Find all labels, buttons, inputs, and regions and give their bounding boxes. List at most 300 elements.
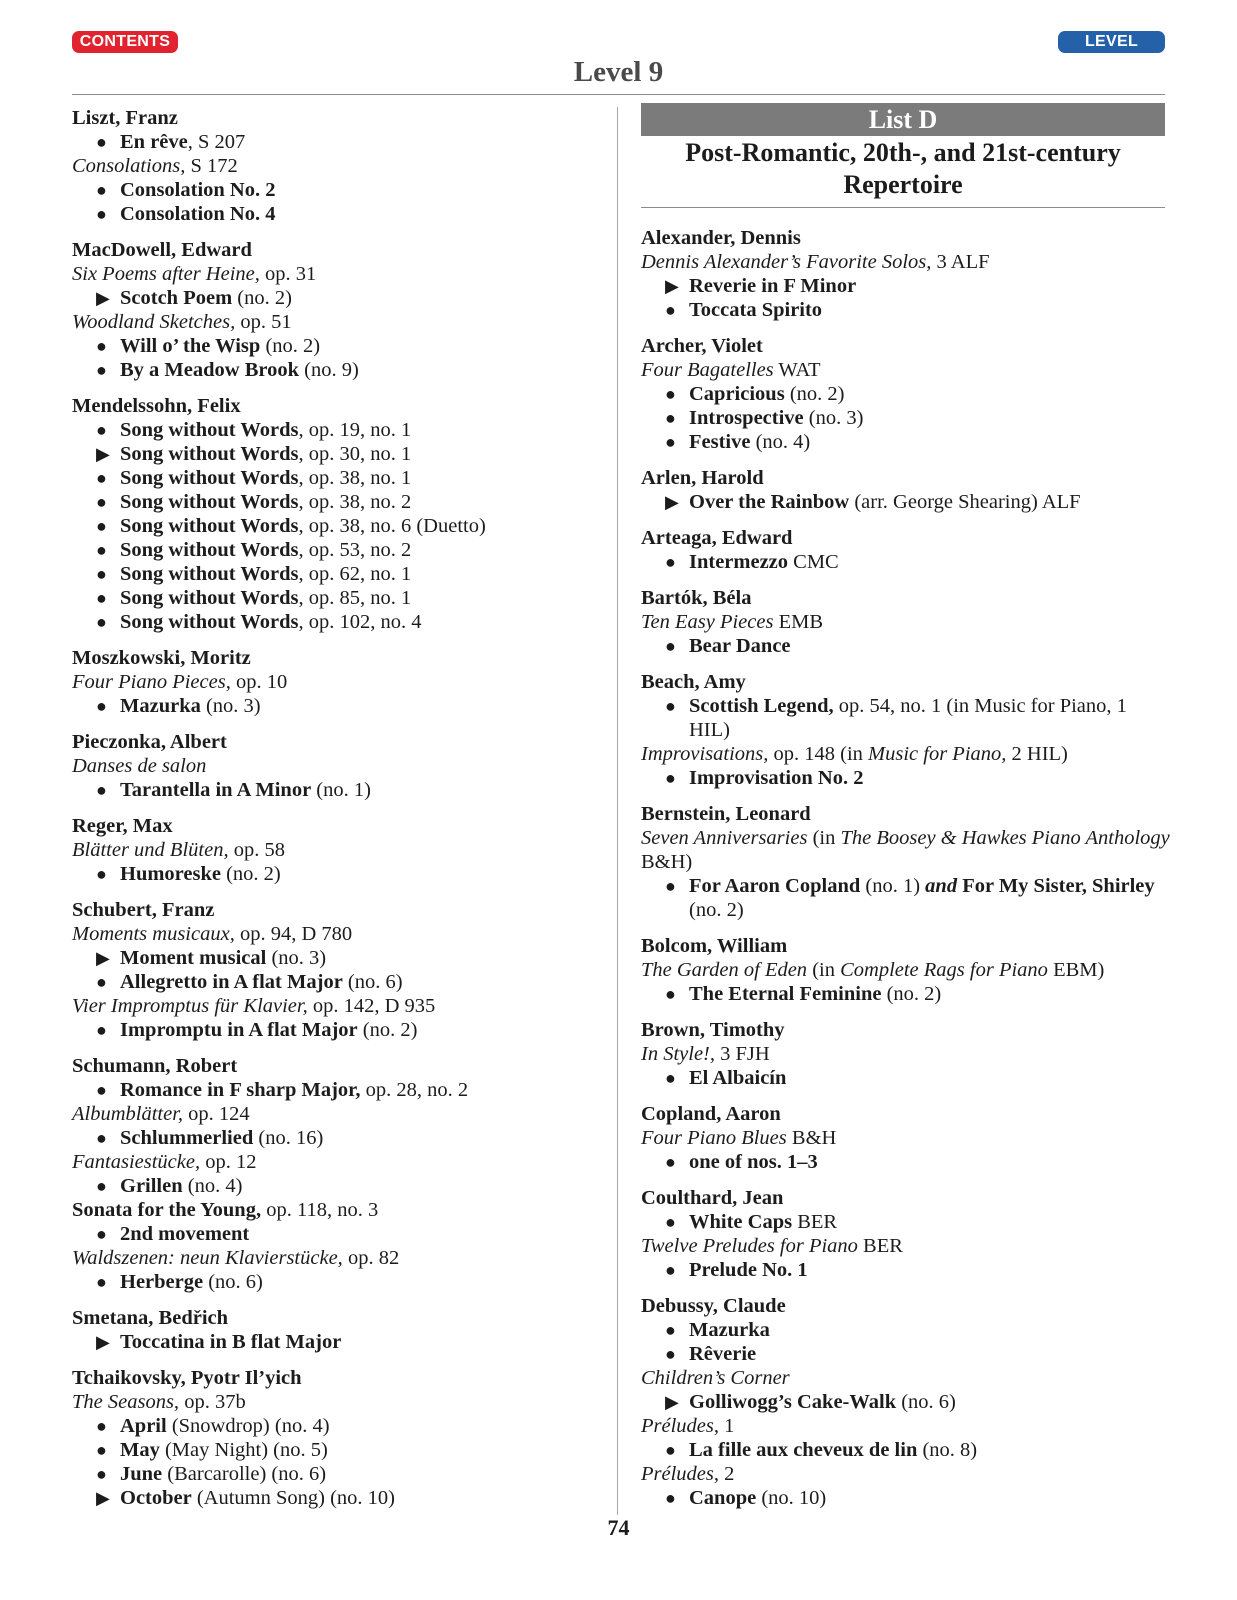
- piece-details: (no. 1): [860, 875, 926, 897]
- piece-details: , op. 102, no. 4: [298, 611, 422, 633]
- piece-details: (no. 2): [784, 383, 845, 405]
- piece-item: [72, 1126, 602, 1150]
- left-column: [72, 106, 602, 1510]
- bullet-marker-icon: ●: [665, 1212, 676, 1232]
- piece-details: , op. 19, no. 1: [298, 419, 412, 441]
- composer-name: Coulthard, Jean: [641, 1187, 784, 1209]
- collection-name: The Garden of Eden: [641, 959, 808, 981]
- collection-details-2: EBM): [1047, 959, 1105, 981]
- bullet-marker-icon: ●: [96, 180, 107, 200]
- conjunction: and: [925, 875, 958, 897]
- collection-details: S 172: [185, 155, 238, 177]
- collection-details: 3 ALF: [931, 251, 990, 273]
- composer-entry: [641, 226, 1171, 322]
- piece-item: [641, 1150, 1171, 1174]
- collection-title: [641, 958, 1171, 982]
- piece-item: [72, 466, 602, 490]
- piece-item: [641, 766, 1171, 790]
- collection-title: [72, 994, 602, 1018]
- piece-title: Song without Words: [120, 491, 299, 513]
- bullet-marker-icon: ●: [665, 1068, 676, 1088]
- piece-title: Song without Words: [120, 419, 299, 441]
- composer-name: Debussy, Claude: [641, 1295, 786, 1317]
- piece-title: White Caps: [689, 1211, 793, 1233]
- piece-title: Scotch Poem: [120, 287, 233, 309]
- piece-title: The Eternal Feminine: [689, 983, 882, 1005]
- piece-details: , op. 30, no. 1: [298, 443, 412, 465]
- list-d-subtitle-line1: Post-Romantic, 20th-, and 21st-century: [685, 138, 1121, 167]
- collection-name: Moments musicaux,: [72, 923, 235, 945]
- piece-title: Toccata Spirito: [689, 299, 823, 321]
- piece-title: Capricious: [689, 383, 785, 405]
- composer-name: MacDowell, Edward: [72, 239, 252, 261]
- piece-title: Romance in F sharp Major,: [120, 1079, 361, 1101]
- composer-entry: [72, 814, 602, 886]
- collection-details: op. 142, D 935: [307, 995, 436, 1017]
- piece-title: Moment musical: [120, 947, 267, 969]
- collection-details: op. 118, no. 3: [261, 1199, 379, 1221]
- piece-details: (Autumn Song) (no. 10): [191, 1487, 396, 1509]
- piece-details: (no. 3): [803, 407, 864, 429]
- piece-item: [641, 550, 1171, 574]
- piece-item: [72, 1462, 602, 1486]
- piece-details: (no. 2): [260, 335, 321, 357]
- composer-entry: [72, 646, 602, 718]
- bullet-marker-icon: ●: [96, 420, 107, 440]
- piece-item: [641, 1438, 1171, 1462]
- collection-details: op. 58: [228, 839, 285, 861]
- composer-entry: [72, 730, 602, 802]
- piece-item: [72, 562, 602, 586]
- piece-item: [72, 1438, 602, 1462]
- composer-name: Bernstein, Leonard: [641, 803, 811, 825]
- piece-item: [641, 1318, 1171, 1342]
- collection-title: [641, 1366, 1171, 1390]
- bullet-marker-icon: ●: [665, 408, 676, 428]
- collection-details: op. 31: [259, 263, 317, 285]
- piece-title: Intermezzo: [689, 551, 789, 573]
- piece-details: (no. 6): [342, 971, 403, 993]
- piece-item: [72, 1078, 602, 1102]
- piece-item: [72, 1222, 602, 1246]
- collection-details-2: B&H): [641, 851, 693, 873]
- piece-title: Song without Words: [120, 443, 299, 465]
- collection-details: op. 94, D 780: [234, 923, 353, 945]
- composer-entry: [72, 238, 602, 382]
- level-button[interactable]: LEVEL: [1058, 31, 1165, 53]
- collection-name: In Style!,: [641, 1043, 715, 1065]
- composer-name: Smetana, Bedřich: [72, 1307, 229, 1329]
- page-number: 74: [607, 1515, 630, 1540]
- piece-details: , op. 38, no. 6 (Duetto): [298, 515, 486, 537]
- piece-details: (no. 4): [750, 431, 811, 453]
- bullet-marker-icon: ●: [96, 1224, 107, 1244]
- composer-name: Arlen, Harold: [641, 467, 764, 489]
- collection-details: op. 82: [342, 1247, 400, 1269]
- bullet-marker-icon: ●: [665, 876, 676, 896]
- composer-entry: [641, 466, 1171, 514]
- piece-title: En rêve: [120, 131, 188, 153]
- piece-item: [72, 442, 602, 466]
- piece-item: [72, 178, 602, 202]
- collection-title: [72, 922, 602, 946]
- piece-details: op. 28, no. 2: [360, 1079, 469, 1101]
- collection-title: [72, 1390, 602, 1414]
- collection-name: Danses de salon: [72, 755, 207, 777]
- bullet-marker-icon: ●: [665, 1320, 676, 1340]
- collection-name: Waldszenen: neun Klavierstücke,: [72, 1247, 343, 1269]
- composer-name: Bolcom, William: [641, 935, 788, 957]
- piece-details: CMC: [788, 551, 839, 573]
- collection-title: [72, 838, 602, 862]
- composer-entry: [72, 1306, 602, 1354]
- piece-item: [641, 274, 1171, 298]
- piece-item: [72, 130, 602, 154]
- bullet-marker-icon: ●: [96, 468, 107, 488]
- list-d-subtitle: [641, 137, 1165, 201]
- piece-item: [72, 358, 602, 382]
- bullet-marker-icon: ●: [96, 780, 107, 800]
- bullet-marker-icon: ●: [665, 384, 676, 404]
- bullet-marker-icon: ●: [96, 1128, 107, 1148]
- composer-name: Copland, Aaron: [641, 1103, 781, 1125]
- piece-title: La fille aux cheveux de lin: [689, 1439, 918, 1461]
- bullet-marker-icon: ●: [665, 1344, 676, 1364]
- piece-item: [641, 694, 1171, 742]
- page-title: Level 9: [573, 56, 664, 88]
- piece-item: [641, 1066, 1171, 1090]
- composer-name: Liszt, Franz: [72, 107, 178, 129]
- piece-title: Humoreske: [120, 863, 221, 885]
- collection-name: Twelve Preludes for Piano: [641, 1235, 858, 1257]
- piece-details: (no. 1): [311, 779, 371, 801]
- bullet-marker-icon: ●: [96, 204, 107, 224]
- bullet-marker-icon: ●: [96, 132, 107, 152]
- bullet-marker-icon: ●: [96, 612, 107, 632]
- collection-details: 1: [719, 1415, 735, 1437]
- piece-title: Schlummerlied: [120, 1127, 254, 1149]
- collection-title: [72, 154, 602, 178]
- piece-title: Consolation No. 4: [120, 203, 276, 225]
- collection-name: Dennis Alexander’s Favorite Solos,: [641, 251, 932, 273]
- piece-details: (May Night) (no. 5): [159, 1439, 328, 1461]
- piece-item: [641, 1210, 1171, 1234]
- composer-entry: [641, 1294, 1171, 1510]
- composer-entry: [641, 586, 1171, 658]
- bullet-marker-icon: ●: [665, 552, 676, 572]
- piece-title: April: [120, 1415, 167, 1437]
- composer-entry: [72, 1366, 602, 1510]
- composer-name: Moszkowski, Moritz: [72, 647, 251, 669]
- piece-item: [641, 874, 1171, 922]
- composer-name: Mendelssohn, Felix: [72, 395, 241, 417]
- triangle-marker-icon: ▶: [96, 1332, 110, 1352]
- piece-title: El Albaicín: [689, 1067, 787, 1089]
- triangle-marker-icon: ▶: [96, 1488, 110, 1508]
- piece-title: Improvisation No. 2: [689, 767, 864, 789]
- collection-name: The Seasons,: [72, 1391, 180, 1413]
- collection-details: BER: [857, 1235, 903, 1257]
- piece-title: Will o’ the Wisp: [120, 335, 261, 357]
- collection-details: 2: [719, 1463, 735, 1485]
- piece-details: (no. 4): [182, 1175, 243, 1197]
- bullet-marker-icon: ●: [96, 336, 107, 356]
- collection-title: [72, 1150, 602, 1174]
- bullet-marker-icon: ●: [96, 492, 107, 512]
- piece-item: [72, 286, 602, 310]
- collection-title: [72, 310, 602, 334]
- bullet-marker-icon: ●: [665, 1488, 676, 1508]
- collection-title: [641, 1126, 1171, 1150]
- composer-name: Arteaga, Edward: [641, 527, 793, 549]
- piece-title: Impromptu in A flat Major: [120, 1019, 358, 1041]
- bullet-marker-icon: ●: [665, 1152, 676, 1172]
- piece-title: Song without Words: [120, 539, 299, 561]
- list-d-subtitle-line2: Repertoire: [843, 170, 963, 199]
- bullet-marker-icon: ●: [96, 1272, 107, 1292]
- bullet-marker-icon: ●: [665, 1440, 676, 1460]
- bullet-marker-icon: ●: [96, 588, 107, 608]
- triangle-marker-icon: ▶: [665, 1392, 679, 1412]
- piece-details: (no. 8): [917, 1439, 978, 1461]
- piece-title: Mazurka: [689, 1319, 770, 1341]
- piece-item: [72, 490, 602, 514]
- triangle-marker-icon: ▶: [96, 288, 110, 308]
- composer-entry: [641, 334, 1171, 454]
- collection-name: Children’s Corner: [641, 1367, 790, 1389]
- triangle-marker-icon: ▶: [665, 492, 679, 512]
- collection-name-2: The Boosey & Hawkes Piano Anthology: [840, 827, 1170, 849]
- piece-details: (no. 3): [266, 947, 327, 969]
- header-divider: [72, 94, 1165, 95]
- piece-item: [72, 778, 602, 802]
- piece-details: (no. 9): [299, 359, 359, 381]
- bullet-marker-icon: ●: [96, 972, 107, 992]
- collection-title: [72, 1102, 602, 1126]
- collection-name-2: Complete Rags for Piano: [840, 959, 1048, 981]
- bullet-marker-icon: ●: [96, 1440, 107, 1460]
- piece-details: , op. 62, no. 1: [298, 563, 412, 585]
- bullet-marker-icon: ●: [96, 1020, 107, 1040]
- composer-name: Bartók, Béla: [641, 587, 752, 609]
- piece-details: , S 207: [187, 131, 246, 153]
- piece-details: , op. 53, no. 2: [298, 539, 412, 561]
- bullet-marker-icon: ●: [96, 696, 107, 716]
- piece-item: [641, 298, 1171, 322]
- piece-item: [72, 586, 602, 610]
- piece-details: , op. 38, no. 1: [298, 467, 412, 489]
- collection-details: op. 12: [200, 1151, 257, 1173]
- collection-details: WAT: [773, 359, 821, 381]
- bullet-marker-icon: ●: [96, 864, 107, 884]
- collection-title: [641, 742, 1171, 766]
- collection-details: B&H: [786, 1127, 837, 1149]
- piece-details: (Snowdrop) (no. 4): [166, 1415, 330, 1437]
- collection-name: Four Piano Blues: [641, 1127, 787, 1149]
- piece-title: Scottish Legend,: [689, 695, 834, 717]
- piece-title: Golliwogg’s Cake-Walk: [689, 1391, 897, 1413]
- collection-title: [641, 358, 1171, 382]
- piece-title: Grillen: [120, 1175, 183, 1197]
- piece-details: (no. 2): [220, 863, 281, 885]
- bullet-marker-icon: ●: [96, 360, 107, 380]
- piece-details: , op. 38, no. 2: [298, 491, 412, 513]
- piece-title: Reverie in F Minor: [689, 275, 857, 297]
- piece-item: [72, 610, 602, 634]
- composer-name: Archer, Violet: [641, 335, 763, 357]
- triangle-marker-icon: ▶: [665, 276, 679, 296]
- composer-entry: [641, 934, 1171, 1006]
- collection-name: Consolations,: [72, 155, 186, 177]
- piece-item: [72, 514, 602, 538]
- piece-title: Canope: [689, 1487, 757, 1509]
- collection-title: [641, 1414, 1171, 1438]
- collection-name: Fantasiestücke,: [72, 1151, 201, 1173]
- collection-name: Woodland Sketches,: [72, 311, 236, 333]
- piece-title: May: [120, 1439, 160, 1461]
- composer-name: Pieczonka, Albert: [72, 731, 227, 753]
- piece-title: Song without Words: [120, 467, 299, 489]
- collection-name: Six Poems after Heine,: [72, 263, 260, 285]
- bullet-marker-icon: ●: [96, 1080, 107, 1100]
- collection-details: op. 10: [230, 671, 288, 693]
- collection-details: (in: [807, 959, 841, 981]
- piece-details: (no. 6): [203, 1271, 263, 1293]
- composer-entry: [72, 898, 602, 1042]
- collection-name: Four Piano Pieces,: [72, 671, 231, 693]
- collection-name: Préludes,: [641, 1463, 719, 1485]
- collection-title: [641, 250, 1171, 274]
- piece-title: Herberge: [120, 1271, 204, 1293]
- collection-details: op. 124: [183, 1103, 250, 1125]
- collection-name: Préludes,: [641, 1415, 719, 1437]
- piece-item: [72, 334, 602, 358]
- piece-item: [641, 634, 1171, 658]
- piece-item: [72, 694, 602, 718]
- piece-item: [641, 406, 1171, 430]
- collection-title: [641, 826, 1171, 874]
- piece-item: [641, 382, 1171, 406]
- collection-details: op. 148 (in: [768, 743, 869, 765]
- piece-details: (no. 10): [756, 1487, 827, 1509]
- piece-title: Introspective: [689, 407, 804, 429]
- piece-item: [72, 946, 602, 970]
- piece-item: [641, 430, 1171, 454]
- piece-item: [72, 1174, 602, 1198]
- piece-details: (no. 16): [253, 1127, 324, 1149]
- composer-name: Schubert, Franz: [72, 899, 215, 921]
- bullet-marker-icon: ●: [96, 1416, 107, 1436]
- composer-name: Reger, Max: [72, 815, 173, 837]
- composer-entry: [641, 670, 1171, 790]
- list-d-title: List D: [641, 103, 1165, 136]
- piece-item: [72, 418, 602, 442]
- piece-details: (no. 3): [200, 695, 261, 717]
- collection-details: op. 51: [235, 311, 292, 333]
- composer-name: Brown, Timothy: [641, 1019, 785, 1041]
- collection-title: [72, 262, 602, 286]
- collection-name: Sonata for the Young,: [72, 1199, 262, 1221]
- bullet-marker-icon: ●: [665, 1260, 676, 1280]
- piece-title: Rêverie: [689, 1343, 757, 1365]
- composer-entry: [72, 106, 602, 226]
- piece-title: June: [120, 1463, 163, 1485]
- collection-name: Vier Impromptus für Klavier,: [72, 995, 308, 1017]
- collection-title: [72, 754, 602, 778]
- piece-item: [72, 1414, 602, 1438]
- piece-item: [72, 1018, 602, 1042]
- piece-title: By a Meadow Brook: [120, 359, 300, 381]
- composer-entry: [641, 526, 1171, 574]
- piece-details: (Barcarolle) (no. 6): [162, 1463, 327, 1485]
- bullet-marker-icon: ●: [665, 300, 676, 320]
- list-d-divider: [641, 207, 1165, 208]
- piece-title: October: [120, 1487, 192, 1509]
- composer-entry: [641, 802, 1171, 922]
- bullet-marker-icon: ●: [665, 984, 676, 1004]
- piece-item: [641, 1390, 1171, 1414]
- piece-title: one of nos. 1–3: [689, 1151, 818, 1173]
- piece-details: , op. 85, no. 1: [298, 587, 412, 609]
- piece-title: Festive: [689, 431, 751, 453]
- piece-item: [641, 490, 1171, 514]
- piece-details-2: (no. 2): [689, 899, 744, 921]
- composer-entry: [72, 394, 602, 634]
- piece-item: [72, 202, 602, 226]
- piece-title: Mazurka: [120, 695, 201, 717]
- collection-details: op. 37b: [179, 1391, 246, 1413]
- piece-item: [72, 538, 602, 562]
- piece-title: Song without Words: [120, 587, 299, 609]
- composer-entry: [641, 1102, 1171, 1174]
- collection-title: [72, 1198, 602, 1222]
- piece-details: (no. 2): [881, 983, 942, 1005]
- piece-details: (no. 6): [896, 1391, 956, 1413]
- piece-item: [72, 1330, 602, 1354]
- piece-item: [641, 1486, 1171, 1510]
- collection-details: (in: [807, 827, 841, 849]
- piece-title: Song without Words: [120, 611, 299, 633]
- piece-details: (arr. George Shearing) ALF: [849, 491, 1081, 513]
- piece-item: [72, 970, 602, 994]
- piece-title: Bear Dance: [689, 635, 791, 657]
- piece-title: Song without Words: [120, 515, 299, 537]
- piece-title: Song without Words: [120, 563, 299, 585]
- piece-item: [641, 1258, 1171, 1282]
- piece-title: Prelude No. 1: [689, 1259, 808, 1281]
- composer-name: Schumann, Robert: [72, 1055, 238, 1077]
- piece-title: Over the Rainbow: [689, 491, 850, 513]
- bullet-marker-icon: ●: [665, 768, 676, 788]
- piece-title: For Aaron Copland: [689, 875, 861, 897]
- contents-button[interactable]: CONTENTS: [72, 31, 178, 53]
- collection-name: Albumblätter,: [72, 1103, 184, 1125]
- composer-entry: [641, 1018, 1171, 1090]
- collection-title: [641, 1234, 1171, 1258]
- bullet-marker-icon: ●: [665, 696, 676, 716]
- bullet-marker-icon: ●: [96, 1176, 107, 1196]
- piece-title: Toccatina in B flat Major: [120, 1331, 342, 1353]
- collection-name-2: Music for Piano,: [868, 743, 1007, 765]
- collection-name: Four Bagatelles: [641, 359, 774, 381]
- right-column: [641, 226, 1171, 1510]
- piece-title-2: For My Sister, Shirley: [957, 875, 1155, 897]
- collection-details: EMB: [773, 611, 824, 633]
- collection-name: Improvisations,: [641, 743, 769, 765]
- triangle-marker-icon: ▶: [96, 444, 110, 464]
- piece-details: (no. 2): [232, 287, 292, 309]
- collection-title: [72, 670, 602, 694]
